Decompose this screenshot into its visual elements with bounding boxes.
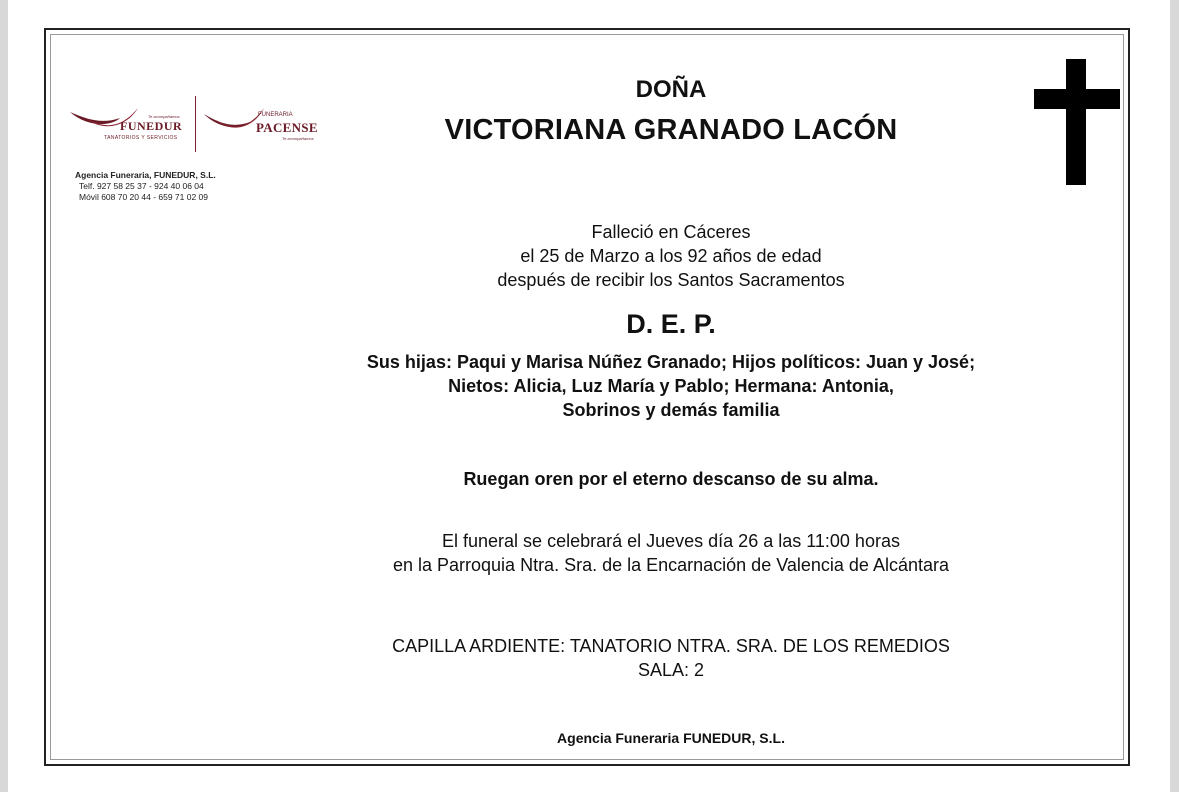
- funedur-subtitle: TANATORIOS Y SERVICIOS: [104, 135, 178, 141]
- deceased-name: VICTORIANA GRANADO LACÓN: [444, 114, 898, 146]
- agency-phone: Telf. 927 58 25 37 - 924 40 06 04: [79, 181, 204, 191]
- funedur-tagline: Te acompañamos: [148, 114, 180, 119]
- family-line: Sobrinos y demás familia: [562, 400, 780, 420]
- pacense-name: PACENSE: [256, 120, 318, 135]
- pacense-top-label: FUNERARIA: [258, 112, 293, 118]
- footer-agency: Agencia Funeraria FUNEDUR, S.L.: [557, 730, 785, 746]
- death-details: [200, 220, 1142, 292]
- logo-divider: [195, 96, 196, 152]
- honorific: DOÑA: [635, 76, 707, 103]
- family-line: Nietos: Alicia, Luz María y Pablo; Hermana: Antonia,: [448, 376, 894, 396]
- chapel-room: SALA: 2: [637, 660, 705, 680]
- agency-mobile: Móvil 608 70 20 44 - 659 71 02 09: [79, 192, 209, 202]
- funedur-name: FUNEDUR: [120, 119, 183, 133]
- funeral-line: en la Parroquia Ntra. Sra. de la Encarnación de Valencia de Alcántara: [392, 555, 949, 575]
- death-line: el 25 de Marzo a los 92 años de edad: [520, 246, 822, 266]
- agency-contact: [75, 170, 216, 203]
- chapel-details: [200, 634, 1142, 682]
- rip-heading: D. E. P.: [626, 309, 716, 339]
- funeral-details: [200, 529, 1142, 577]
- death-line: Falleció en Cáceres: [591, 222, 751, 242]
- pacense-tagline: Te acompañamos: [282, 136, 314, 141]
- agency-name: Agencia Funeraria, FUNEDUR, S.L.: [75, 170, 216, 180]
- prayer-request: Ruegan oren por el eterno descanso de su alma.: [463, 469, 879, 489]
- death-line: después de recibir los Santos Sacramentos: [497, 270, 845, 290]
- chapel-line: CAPILLA ARDIENTE: TANATORIO NTRA. SRA. DE LOS REMEDIOS: [392, 636, 950, 656]
- family-list: [200, 350, 1142, 422]
- family-line: Sus hijas: Paqui y Marisa Núñez Granado; Hijos políticos: Juan y José;: [366, 352, 976, 372]
- funeral-line: El funeral se celebrará el Jueves día 26 a las 11:00 horas: [442, 531, 900, 551]
